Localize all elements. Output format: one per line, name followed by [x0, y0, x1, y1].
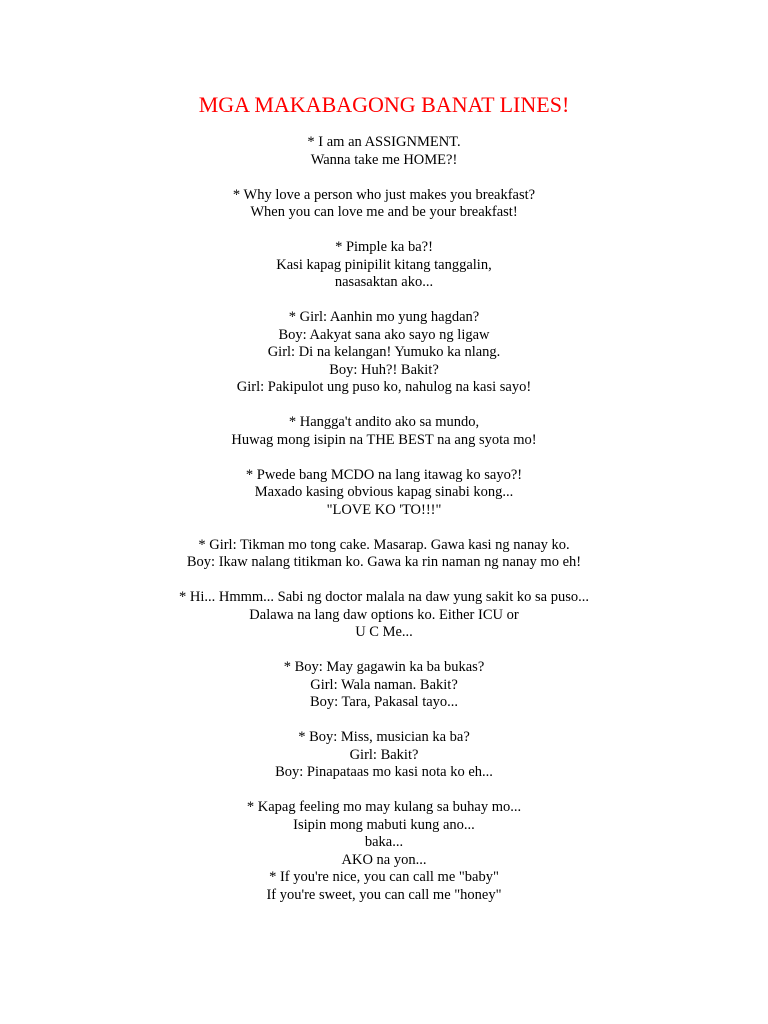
stanza	[0, 589, 768, 642]
stanza	[0, 659, 768, 712]
text-line: * Boy: Miss, musician ka ba?	[298, 729, 470, 745]
text-line: Girl: Wala naman. Bakit?	[310, 676, 458, 693]
text-line: * Girl: Aanhin mo yung hagdan?	[288, 309, 480, 325]
text-line: Girl: Bakit?	[349, 746, 419, 763]
text-line: * Pwede bang MCDO na lang itawag ko sayo?!	[245, 466, 523, 483]
text-line: AKO na yon...	[341, 851, 427, 868]
text-line: * Hi... Hmmm... Sabi ng doctor malala na daw yung sakit ko sa puso...	[179, 589, 589, 605]
text-line: nasasaktan ako...	[334, 274, 434, 290]
stanza	[0, 414, 768, 449]
text-line: Isipin mong mabuti kung ano...	[293, 816, 475, 833]
text-line: Boy: Aakyat sana ako sayo ng ligaw	[278, 326, 490, 343]
text-line: Girl: Pakipulot ung puso ko, nahulog na kasi sayo!	[236, 379, 532, 395]
text-line: * Hangga't andito ako sa mundo,	[288, 414, 480, 430]
stanza	[0, 799, 768, 904]
text-line: Boy: Ikaw nalang titikman ko. Gawa ka rin naman ng nanay mo eh!	[186, 554, 582, 570]
text-line: * Pimple ka ba?!	[335, 239, 433, 255]
stanza	[0, 187, 768, 222]
stanza	[0, 467, 768, 520]
text-line: * Girl: Tikman mo tong cake. Masarap. Gawa kasi ng nanay ko.	[198, 536, 570, 553]
text-line: * If you're nice, you can call me "baby"	[269, 869, 499, 885]
text-line: "LOVE KO 'TO!!!"	[326, 501, 442, 518]
text-line: When you can love me and be your breakfast!	[250, 204, 518, 220]
text-line: If you're sweet, you can call me "honey"	[266, 886, 502, 903]
stanza	[0, 134, 768, 169]
text-line: * Why love a person who just makes you breakfast?	[232, 186, 536, 203]
text-line: Boy: Pinapataas mo kasi nota ko eh...	[275, 764, 493, 780]
stanza	[0, 309, 768, 397]
stanza	[0, 537, 768, 572]
text-line: Kasi kapag pinipilit kitang tanggalin,	[276, 256, 492, 273]
text-line: baka...	[364, 834, 404, 850]
document-title: MGA MAKABAGONG BANAT LINES!	[198, 92, 570, 117]
text-line: Huwag mong isipin na THE BEST na ang syota mo!	[231, 431, 537, 448]
text-line: * I am an ASSIGNMENT.	[307, 134, 461, 150]
text-line: Dalawa na lang daw options ko. Either ICU or	[249, 606, 519, 623]
stanza	[0, 239, 768, 292]
text-line: Maxado kasing obvious kapag sinabi kong...	[254, 484, 514, 500]
text-line: Wanna take me HOME?!	[310, 151, 458, 168]
text-line: * Kapag feeling mo may kulang sa buhay mo...	[246, 799, 522, 815]
text-line: * Boy: May gagawin ka ba bukas?	[283, 659, 485, 675]
stanza	[0, 729, 768, 782]
banat-lines-body	[0, 134, 768, 904]
text-line: Boy: Tara, Pakasal tayo...	[309, 694, 459, 710]
text-line: U C Me...	[355, 624, 413, 640]
text-line: Boy: Huh?! Bakit?	[329, 361, 439, 378]
text-line: Girl: Di na kelangan! Yumuko ka nlang.	[267, 344, 501, 360]
